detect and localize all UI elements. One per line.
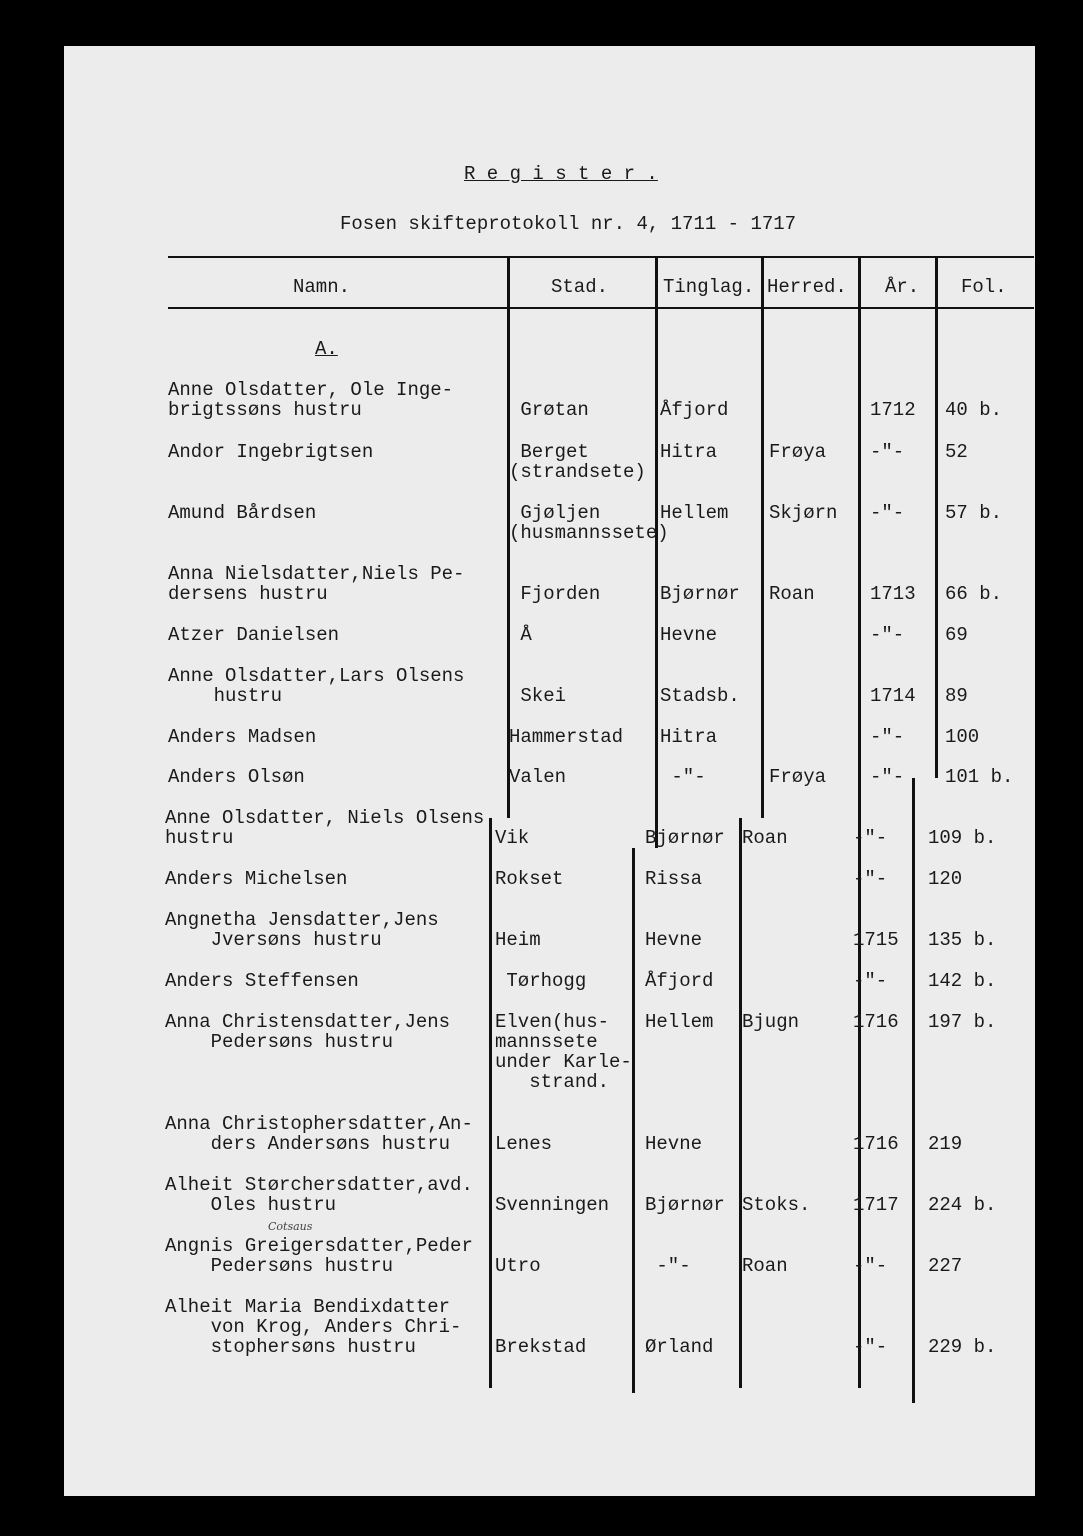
cell-tinglag: -"-	[660, 766, 706, 788]
cell-fol: 101 b.	[945, 766, 1014, 788]
cell-stad: Svenningen	[495, 1194, 610, 1216]
cell-tinglag: Hellem	[645, 1011, 714, 1033]
cell-herred: Roan	[742, 1255, 788, 1277]
column-divider	[655, 258, 658, 848]
cell-ar: 1713	[870, 583, 916, 605]
cell-name: Anna Nielsdatter,Niels Pe- dersens hustru	[168, 563, 465, 605]
cell-stad: Valen	[509, 766, 567, 788]
cell-name: Atzer Danielsen	[168, 624, 340, 646]
cell-stad: Gjøljen (husmannssete)	[509, 502, 669, 544]
cell-stad: Heim	[495, 929, 541, 951]
cell-fol: 40 b.	[945, 399, 1003, 421]
cell-ar: -"-	[853, 827, 888, 849]
cell-tinglag: Bjørnør	[660, 583, 740, 605]
cell-stad: Tørhogg	[495, 970, 587, 992]
cell-fol: 197 b.	[928, 1011, 997, 1033]
cell-name: Andor Ingebrigtsen	[168, 441, 374, 463]
cell-ar: -"-	[870, 726, 905, 748]
cell-fol: 57 b.	[945, 502, 1003, 524]
cell-fol: 52	[945, 441, 968, 463]
cell-fol: 100	[945, 726, 980, 748]
cell-stad: Berget (strandsete)	[509, 441, 646, 483]
cell-fol: 135 b.	[928, 929, 997, 951]
cell-stad: Skei	[520, 685, 567, 707]
cell-name: Anders Steffensen	[165, 970, 359, 992]
cell-stad: Elven(hus- mannssete under Karle- strand.	[495, 1011, 632, 1093]
column-divider	[632, 848, 635, 1393]
cell-name: Anders Michelsen	[165, 868, 348, 890]
cell-stad: Brekstad	[495, 1336, 587, 1358]
cell-herred: Roan	[769, 583, 815, 605]
cell-name: Alheit Maria Bendixdatter von Krog, Anders Chri- stophersøns hustru	[165, 1296, 462, 1358]
cell-name: Alheit Størchersdatter,avd. Oles hustru	[165, 1174, 473, 1216]
cell-tinglag: Ørland	[645, 1336, 714, 1358]
cell-stad: Lenes	[495, 1133, 553, 1155]
cell-fol: 120	[928, 868, 963, 890]
column-divider	[761, 258, 764, 818]
col-header-fol: Fol.	[961, 276, 1007, 298]
register-title: R e g i s t e r .	[464, 163, 658, 185]
cell-tinglag: Rissa	[645, 868, 703, 890]
cell-ar: -"-	[870, 441, 905, 463]
cell-tinglag: Åfjord	[660, 399, 729, 421]
col-header-ar: År.	[885, 276, 920, 298]
col-header-herred: Herred.	[767, 276, 847, 298]
cell-name: Anders Olsøn	[168, 766, 305, 788]
cell-fol: 227	[928, 1255, 963, 1277]
cell-ar: -"-	[853, 868, 888, 890]
cell-tinglag: Hevne	[645, 1133, 703, 1155]
cell-ar: -"-	[853, 970, 888, 992]
cell-tinglag: Bjørnør	[645, 1194, 725, 1216]
cell-herred: Frøya	[769, 766, 827, 788]
cell-ar: 1716	[853, 1011, 899, 1033]
header-bottom-rule	[168, 307, 1034, 309]
cell-tinglag: Hevne	[645, 929, 703, 951]
cell-ar: -"-	[870, 502, 905, 524]
cell-name: Angnetha Jensdatter,Jens Jversøns hustru	[165, 909, 439, 951]
col-header-tinglag: Tinglag.	[663, 276, 755, 298]
cell-herred: Roan	[742, 827, 788, 849]
column-divider	[739, 818, 742, 1388]
cell-ar: 1717	[853, 1194, 899, 1216]
cell-stad: Grøtan	[520, 399, 589, 421]
cell-ar: -"-	[870, 766, 905, 788]
cell-stad: Å	[509, 624, 532, 646]
cell-ar: -"-	[853, 1336, 888, 1358]
cell-tinglag: Stadsb.	[660, 685, 740, 707]
cell-tinglag: Hitra	[660, 726, 718, 748]
cell-name: Angnis Greigersdatter,Peder Pedersøns hustru	[165, 1235, 473, 1277]
header-top-rule	[168, 256, 1034, 258]
cell-tinglag: Hellem	[660, 502, 729, 524]
cell-fol: 229 b.	[928, 1336, 997, 1358]
cell-fol: 109 b.	[928, 827, 997, 849]
cell-fol: 142 b.	[928, 970, 997, 992]
cell-name: Anne Olsdatter, Niels Olsens hustru	[165, 807, 485, 849]
cell-tinglag: Åfjord	[645, 970, 714, 992]
section-letter: A.	[315, 338, 338, 360]
cell-stad: Utro	[495, 1255, 541, 1277]
cell-fol: 69	[945, 624, 968, 646]
cell-fol: 89	[945, 685, 968, 707]
margin-note: Cotsaus	[268, 1220, 313, 1233]
cell-tinglag: Bjørnør	[645, 827, 725, 849]
col-header-namn: Namn.	[293, 276, 351, 298]
cell-ar: -"-	[870, 624, 905, 646]
cell-tinglag: -"-	[656, 1255, 691, 1277]
cell-name: Anna Christensdatter,Jens Pedersøns hustru	[165, 1011, 451, 1053]
cell-fol: 219	[928, 1133, 963, 1155]
cell-herred: Frøya	[769, 441, 827, 463]
cell-name: Anne Olsdatter, Ole Inge- brigtssøns hustru	[168, 379, 454, 421]
cell-herred: Bjugn	[742, 1011, 800, 1033]
column-divider	[489, 818, 492, 1388]
cell-stad: Fjorden	[520, 583, 601, 605]
cell-ar: 1714	[870, 685, 916, 707]
cell-ar: 1712	[870, 399, 916, 421]
cell-tinglag: Hitra	[660, 441, 718, 463]
cell-name: Anna Christophersdatter,An- ders Andersøns hustru	[165, 1113, 473, 1155]
cell-name: Anders Madsen	[168, 726, 317, 748]
cell-name: Amund Bårdsen	[168, 502, 317, 524]
cell-tinglag: Hevne	[660, 624, 718, 646]
cell-fol: 224 b.	[928, 1194, 997, 1216]
column-divider	[912, 778, 915, 1403]
cell-name: Anne Olsdatter,Lars Olsens hustru	[168, 665, 465, 707]
cell-ar: 1715	[853, 929, 899, 951]
cell-stad: Hammerstad	[509, 726, 624, 748]
cell-ar: -"-	[853, 1255, 888, 1277]
cell-herred: Stoks.	[742, 1194, 811, 1216]
register-subtitle: Fosen skifteprotokoll nr. 4, 1711 - 1717	[340, 213, 797, 235]
cell-ar: 1716	[853, 1133, 899, 1155]
cell-herred: Skjørn	[769, 502, 838, 524]
cell-fol: 66 b.	[945, 583, 1003, 605]
col-header-stad: Stad.	[551, 276, 609, 298]
column-divider	[935, 258, 938, 778]
cell-stad: Rokset	[495, 868, 564, 890]
cell-stad: Vik	[495, 827, 530, 849]
